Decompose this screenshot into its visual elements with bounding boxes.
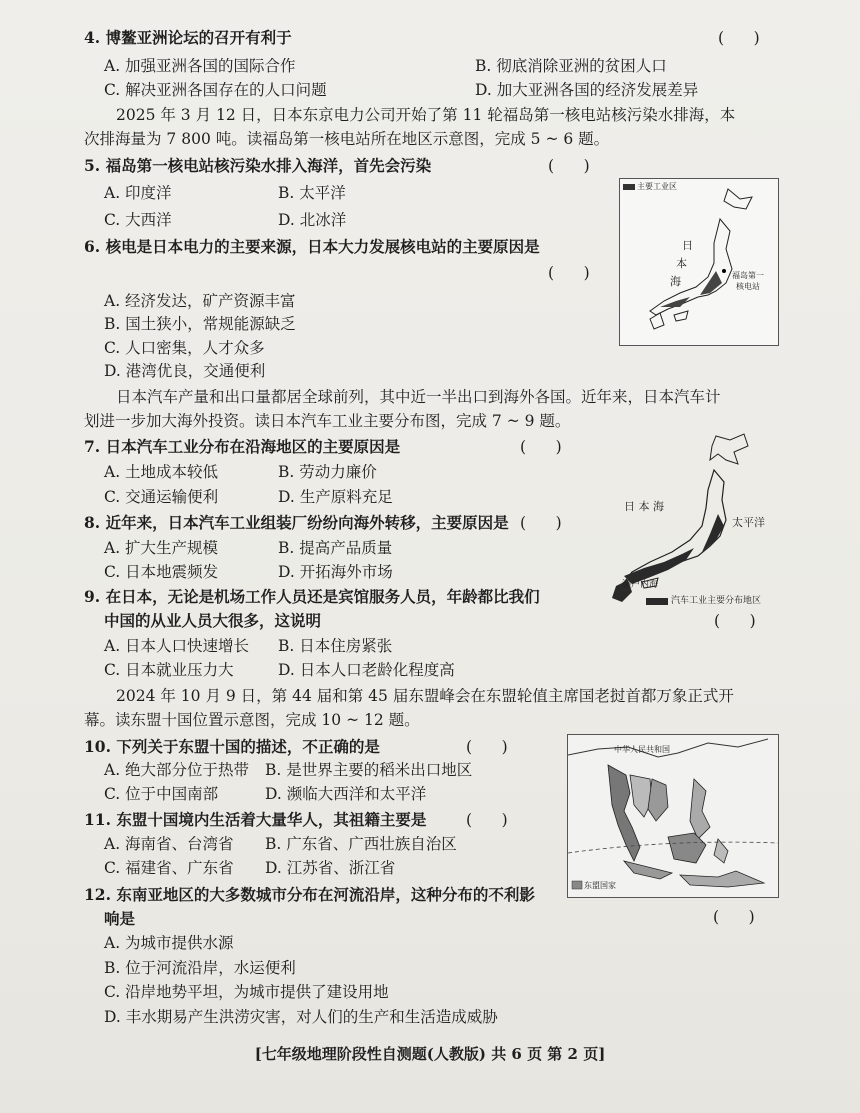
q12-option-a: A. 为城市提供水源: [104, 934, 234, 952]
q7-option-b: B. 劳动力廉价: [278, 463, 377, 481]
intro1-line1: 2025 年 3 月 12 日，日本东京电力公司开始了第 11 轮福岛第一核电站核污染水排海，本: [116, 106, 736, 124]
q7-option-a: A. 土地成本较低: [104, 463, 219, 481]
q5-stem: 5. 福岛第一核电站核污染水排入海洋，首先会污染: [84, 156, 432, 175]
q7-option-c: C. 交通运输便利: [104, 488, 219, 506]
q8-option-b: B. 提高产品质量: [278, 539, 393, 557]
q12-option-d: D. 丰水期易产生洪涝灾害，对人们的生产和生活造成威胁: [104, 1008, 498, 1026]
q12-stem-line1: 12. 东南亚地区的大多数城市分布在河流沿岸，这种分布的不利影: [84, 885, 535, 904]
q4-answer-blank[interactable]: ( ): [718, 29, 760, 47]
label-inland-sea: 濑户内海: [622, 580, 659, 590]
q4-option-b: B. 彻底消除亚洲的贫困人口: [475, 57, 667, 75]
q7-option-d: D. 生产原料充足: [278, 488, 393, 506]
q8-option-d: D. 开拓海外市场: [278, 563, 393, 581]
label-sea-of-japan: 日 本 海: [624, 500, 664, 513]
q5-option-c: C. 大西洋: [104, 211, 172, 229]
q9-stem-line1: 9. 在日本，无论是机场工作人员还是宾馆服务人员，年龄都比我们: [84, 587, 540, 606]
intro1-line2: 次排海量为 7 800 吨。读福岛第一核电站所在地区示意图，完成 5 ~ 6 题。: [84, 130, 610, 148]
q5-answer-blank[interactable]: ( ): [548, 157, 590, 175]
q8-option-a: A. 扩大生产规模: [104, 539, 219, 557]
q9-option-d: D. 日本人口老龄化程度高: [278, 661, 455, 679]
q7-stem: 7. 日本汽车工业分布在沿海地区的主要原因是: [84, 437, 401, 456]
sea-label-hai: 海: [670, 275, 681, 288]
q7-answer-blank[interactable]: ( ): [520, 438, 562, 456]
auto-industry-map: [598, 430, 788, 610]
q5-option-d: D. 北冰洋: [278, 211, 347, 229]
q6-answer-blank[interactable]: ( ): [548, 264, 590, 282]
intro2-line1: 日本汽车产量和出口量都居全球前列，其中近一半出口到海外各国。近年来，日本汽车计: [116, 388, 721, 406]
q10-stem: 10. 下列关于东盟十国的描述，不正确的是: [84, 737, 380, 756]
q9-stem-line2: 中国的从业人员大很多，这说明: [104, 611, 322, 630]
legend-asean-countries: 东盟国家: [584, 881, 616, 890]
q8-stem: 8. 近年来，日本汽车工业组装厂纷纷向海外转移，主要原因是: [84, 513, 509, 532]
plant-label-2: 核电站: [736, 282, 760, 291]
legend-auto-industry: 汽车工业主要分布地区: [671, 596, 762, 606]
legend-industrial-zone: 主要工业区: [637, 182, 677, 191]
q9-option-a: A. 日本人口快速增长: [104, 637, 250, 655]
q12-stem-line2: 响是: [104, 909, 136, 928]
q6-stem: 6. 核电是日本电力的主要来源，日本大力发展核电站的主要原因是: [84, 237, 540, 256]
legend-swatch-auto: [646, 598, 668, 605]
southeast-asia-map: [568, 735, 778, 897]
q6-option-b: B. 国土狭小，常规能源缺乏: [104, 315, 296, 333]
sea-label-ri: 日: [682, 239, 693, 252]
q8-option-c: C. 日本地震频发: [104, 563, 219, 581]
q5-option-a: A. 印度洋: [104, 184, 172, 202]
q11-stem: 11. 东盟十国境内生活着大量华人，其祖籍主要是: [84, 810, 427, 829]
q4-stem: 4. 博鳌亚洲论坛的召开有利于: [84, 28, 292, 47]
q6-option-c: C. 人口密集，人才众多: [104, 339, 265, 357]
q12-option-c: C. 沿岸地势平坦，为城市提供了建设用地: [104, 983, 389, 1001]
q10-option-d: D. 濒临大西洋和太平洋: [265, 785, 427, 803]
page-footer: [七年级地理阶段性自测题(人教版) 共 6 页 第 2 页]: [254, 1045, 606, 1063]
q4-option-d: D. 加大亚洲各国的经济发展差异: [475, 81, 699, 99]
intro3-line2: 幕。读东盟十国位置示意图，完成 10 ~ 12 题。: [84, 711, 420, 729]
q9-option-b: B. 日本住房紧张: [278, 637, 393, 655]
q11-option-a: A. 海南省、台湾省: [104, 835, 234, 853]
q10-answer-blank[interactable]: ( ): [466, 738, 508, 756]
q10-option-a: A. 绝大部分位于热带: [104, 761, 250, 779]
q6-option-d: D. 港湾优良，交通便利: [104, 362, 266, 380]
label-china: 中华人民共和国: [614, 745, 670, 754]
q5-option-b: B. 太平洋: [278, 184, 346, 202]
asean-map: [567, 734, 779, 898]
legend-swatch: [623, 184, 635, 190]
q11-option-c: C. 福建省、广东省: [104, 859, 234, 877]
q4-option-c: C. 解决亚洲各国存在的人口问题: [104, 81, 327, 99]
intro3-line1: 2024 年 10 月 9 日，第 44 届和第 45 届东盟峰会在东盟轮值主席国老挝首都万象正式开: [116, 687, 734, 705]
q10-option-c: C. 位于中国南部: [104, 785, 219, 803]
fukushima-map: [619, 178, 779, 346]
q9-answer-blank[interactable]: ( ): [714, 612, 756, 630]
japan-outline-map: [620, 179, 778, 345]
q10-option-b: B. 是世界主要的稻米出口地区: [265, 761, 473, 779]
q11-option-d: D. 江苏省、浙江省: [265, 859, 396, 877]
q12-answer-blank[interactable]: ( ): [713, 908, 755, 926]
q12-option-b: B. 位于河流沿岸，水运便利: [104, 959, 296, 977]
q11-answer-blank[interactable]: ( ): [466, 811, 508, 829]
q9-option-c: C. 日本就业压力大: [104, 661, 234, 679]
sea-label-ben: 本: [676, 257, 687, 270]
q8-answer-blank[interactable]: ( ): [520, 514, 562, 532]
plant-label-1: 福岛第一: [732, 271, 764, 280]
intro2-line2: 划进一步加大海外投资。读日本汽车工业主要分布图，完成 7 ~ 9 题。: [84, 412, 571, 430]
legend-swatch-asean: [572, 881, 582, 889]
label-pacific: 太平洋: [732, 516, 765, 529]
q4-option-a: A. 加强亚洲各国的国际合作: [104, 57, 296, 75]
q11-option-b: B. 广东省、广西壮族自治区: [265, 835, 457, 853]
q6-option-a: A. 经济发达，矿产资源丰富: [104, 292, 296, 310]
